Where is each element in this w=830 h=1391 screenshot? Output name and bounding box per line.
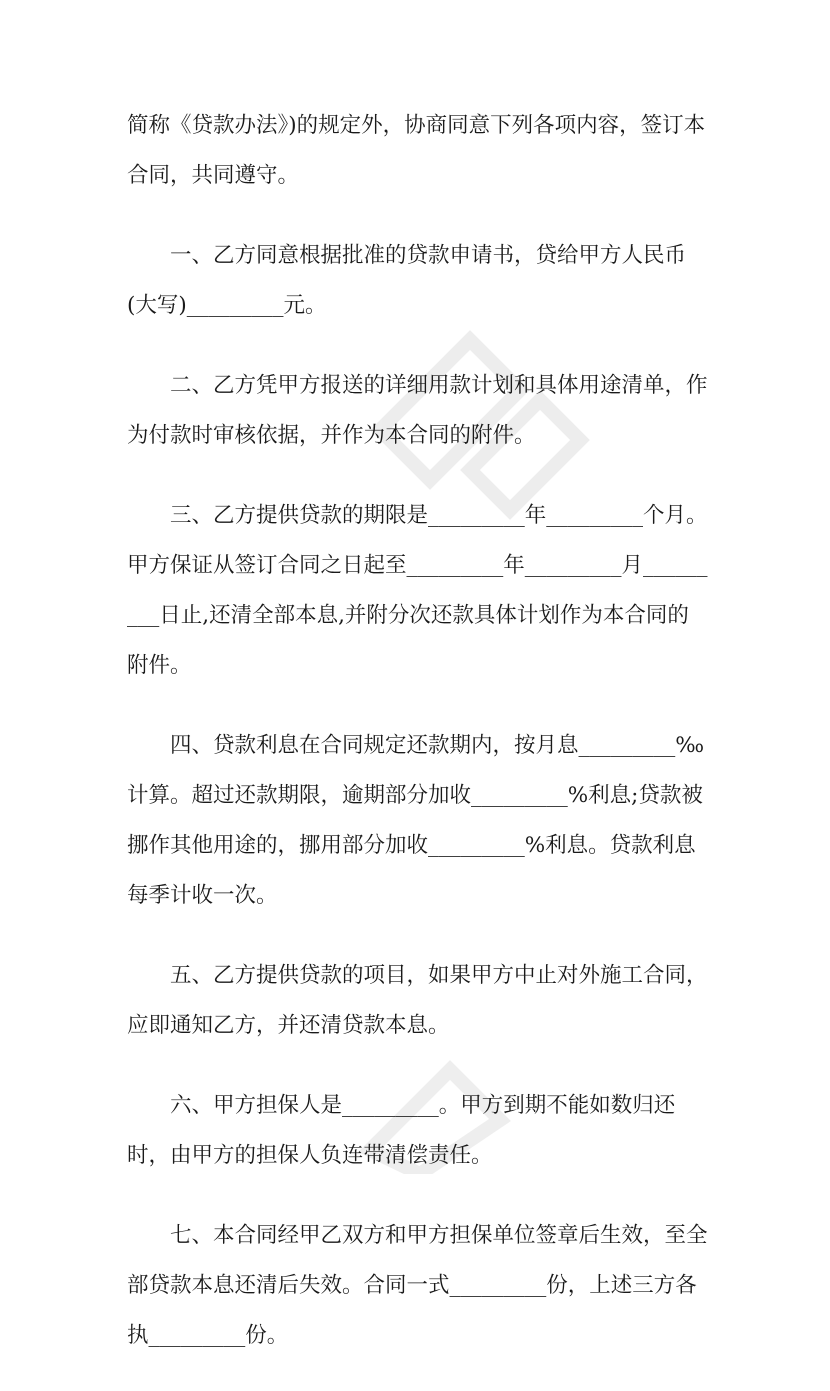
clause-5: 五、乙方提供贷款的项目，如果甲方中止对外施工合同，应即通知乙方，并还清贷款本息。 [127, 963, 708, 1038]
clause-6: 六、甲方担保人是_________。甲方到期不能如数归还时，由甲方的担保人负连带清偿责任。 [127, 1093, 676, 1168]
clause-1: 一、乙方同意根据批准的贷款申请书，贷给甲方人民币(大写)_________元。 [127, 243, 687, 318]
paragraph-intro: 简称《贷款办法》)的规定外，协商同意下列各项内容，签订本合同，共同遵守。 [127, 113, 706, 188]
contract-body [127, 101, 709, 1391]
clause-7: 七、本合同经甲乙双方和甲方担保单位签章后生效，至全部贷款本息还清后失效。合同一式_________份，上述三方各执_________份。 [127, 1223, 708, 1348]
clause-4: 四、贷款利息在合同规定还款期内，按月息_________‰计算。超过还款期限，逾期部分加收_________%利息;贷款被挪作其他用途的，挪用部分加收_________%利息。贷款利息每季计收一次。 [127, 733, 705, 908]
clause-3: 三、乙方提供贷款的期限是_________年_________个月。甲方保证从签订合同之日起至_________年_________月_________日止,还清全部本息,并附分次还款具体计划作为本合同的附件。 [127, 503, 708, 678]
clause-2: 二、乙方凭甲方报送的详细用款计划和具体用途清单，作为付款时审核依据，并作为本合同的附件。 [127, 373, 708, 448]
